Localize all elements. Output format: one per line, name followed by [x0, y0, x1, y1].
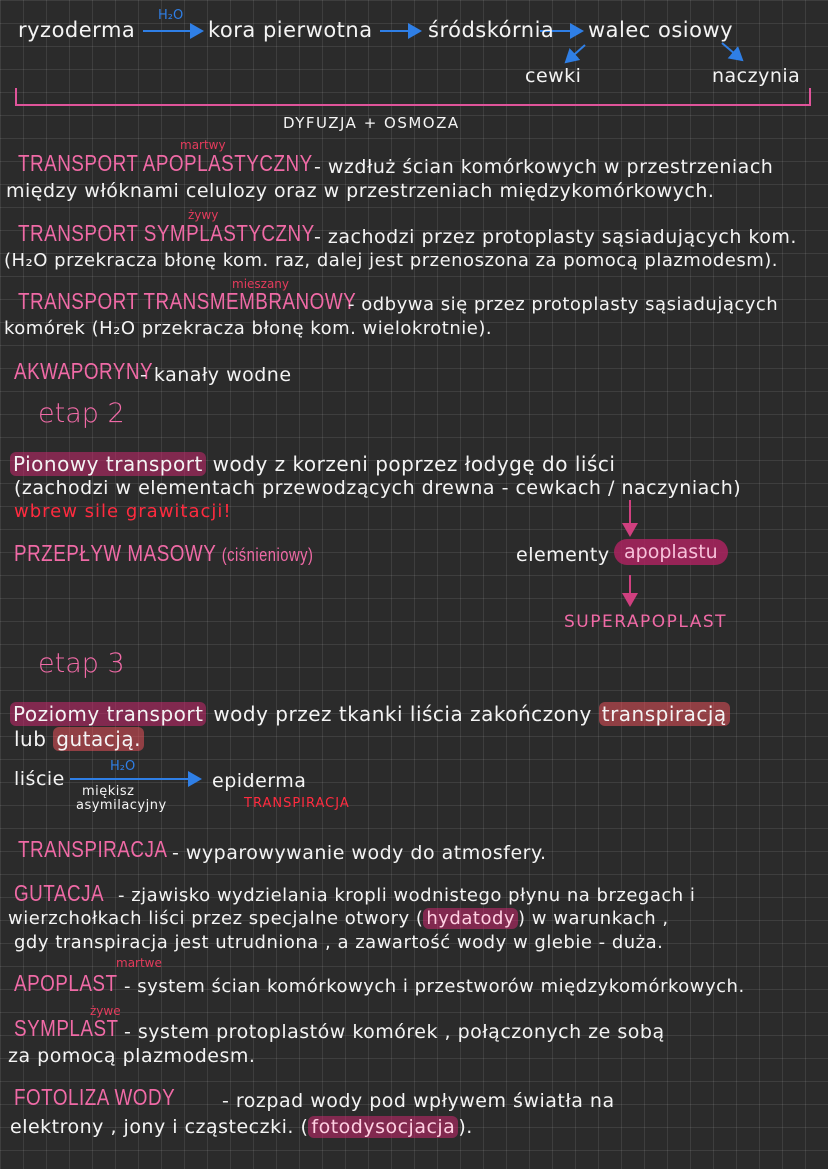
- annot-mieszany: mieszany: [232, 277, 290, 291]
- highlight-hydatody: hydatody: [423, 908, 518, 929]
- term-symplast: SYMPLAST: [14, 1015, 119, 1041]
- def-apo-line2: między włóknami celulozy oraz w przestrzeniach międzykomórkowych.: [6, 180, 715, 202]
- heading-etap-3: etap 3: [38, 648, 125, 679]
- annot-martwe: martwe: [116, 956, 162, 970]
- term-apoplast: APOPLAST: [14, 970, 118, 996]
- def-trans-line2: komórek (H₂O przekracza błonę kom. wielokrotnie).: [4, 318, 493, 339]
- highlight-fotodysocjacja: fotodysocjacja: [308, 1116, 458, 1138]
- etap3-h2o-label: H₂O: [110, 759, 136, 774]
- flow-node-walec: walec osiowy: [588, 18, 734, 42]
- def-gutacja-line3: gdy transpiracja jest utrudniona , a zawartość wody w glebie - duża.: [14, 932, 664, 953]
- term-akwaporyny: AKWAPORYNY: [14, 358, 154, 384]
- etap2-line2: (zachodzi w elementach przewodzących drewna - cewkach / naczyniach): [14, 477, 742, 499]
- def-gutacja-line1: - zjawisko wydzielania kropli wodnistego płynu na brzegach i: [118, 885, 696, 906]
- term-transport-apoplastyczny: TRANSPORT APOPLASTYCZNY: [18, 150, 313, 176]
- annot-martwy: martwy: [180, 138, 226, 152]
- flow-branch-naczynia: naczynia: [712, 65, 801, 87]
- term-transpiracja: TRANSPIRACJA: [18, 836, 168, 862]
- flow-node-kora: kora pierwotna: [208, 18, 373, 42]
- def-akwaporyny: - kanały wodne: [140, 364, 292, 386]
- annot-zywe: żywe: [90, 1004, 121, 1018]
- apoplastu-pill: apoplastu: [614, 539, 728, 565]
- flow-node-srodskornia: śródskórnia: [428, 18, 555, 42]
- arrow-5: [722, 43, 742, 60]
- term-fotoliza-wody: FOTOLIZA WODY: [14, 1084, 176, 1110]
- highlight-poziomy-transport: Poziomy transport: [10, 702, 206, 726]
- def-symplast-line1: - system protoplastów komórek , połączonych ze sobą: [124, 1021, 665, 1043]
- def-symplast-line2: za pomocą plazmodesm.: [8, 1045, 256, 1067]
- annot-zywy: żywy: [188, 208, 219, 222]
- epiderma-label: epiderma: [212, 770, 307, 792]
- miekisz-label: miękisz: [82, 784, 135, 799]
- term-przeplyw-masowy: PRZEPŁYW MASOWY (ciśnieniowy): [14, 540, 314, 566]
- liscie-label: liście: [14, 768, 65, 790]
- def-apoplast: - system ścian komórkowych i przestworów międzykomórkowych.: [124, 976, 745, 997]
- highlight-transpiracja: transpiracją: [599, 702, 730, 726]
- def-sym-line2: (H₂O przekracza błonę kom. raz, dalej jest przenoszona za pomocą plazmodesm).: [4, 250, 779, 271]
- flow-h2o-label: H₂O: [158, 8, 184, 23]
- bracket-label: DYFUZJA + OSMOZA: [283, 114, 460, 132]
- term-gutacja: GUTACJA: [14, 880, 105, 906]
- transpiracja-arrow-label: TRANSPIRACJA: [244, 796, 350, 811]
- superapoplast-label: SUPERAPOPLAST: [564, 612, 728, 632]
- flow-branch-cewki: cewki: [525, 65, 582, 87]
- def-transpiracja: - wyparowywanie wody do atmosfery.: [172, 842, 547, 864]
- bracket: [16, 88, 810, 105]
- def-fotoliza-line2: elektrony , jony i cząsteczki. ( fotodysocjacja ).: [10, 1116, 473, 1138]
- term-transport-symplastyczny: TRANSPORT SYMPLASTYCZNY: [18, 220, 315, 246]
- highlight-gutacja: gutacją.: [53, 727, 144, 751]
- arrow-4: [566, 45, 585, 62]
- asymilacyjny-label: asymilacyjny: [76, 798, 167, 813]
- def-apo-line1: - wzdłuż ścian komórkowych w przestrzeniach: [314, 156, 774, 178]
- elementy-label: elementy: [516, 544, 610, 566]
- def-fotoliza-line1: - rozpad wody pod wpływem światła na: [222, 1090, 615, 1112]
- def-sym-line1: - zachodzi przez protoplasty sąsiadujących kom.: [314, 226, 797, 248]
- def-gutacja-line2: wierzchołkach liści przez specjalne otwory ( hydatody ) w warunkach ,: [8, 908, 669, 929]
- etap3-line2: lub gutacją.: [14, 727, 144, 751]
- flow-node-ryzoderma: ryzoderma: [18, 18, 136, 42]
- etap3-line1: Poziomy transport wody przez tkanki liścia zakończony transpiracją: [10, 702, 730, 726]
- highlight-pionowy-transport: Pionowy transport: [10, 452, 206, 476]
- etap2-line1: Pionowy transport wody z korzeni poprzez łodygę do liści: [10, 452, 615, 476]
- heading-etap-2: etap 2: [38, 398, 125, 429]
- term-transport-transmembranowy: TRANSPORT TRANSMEMBRANOWY: [18, 288, 357, 314]
- etap2-gravity-note: wbrew sile grawitacji!: [14, 501, 232, 522]
- def-trans-line1: - odbywa się przez protoplasty sąsiadujących: [348, 294, 779, 315]
